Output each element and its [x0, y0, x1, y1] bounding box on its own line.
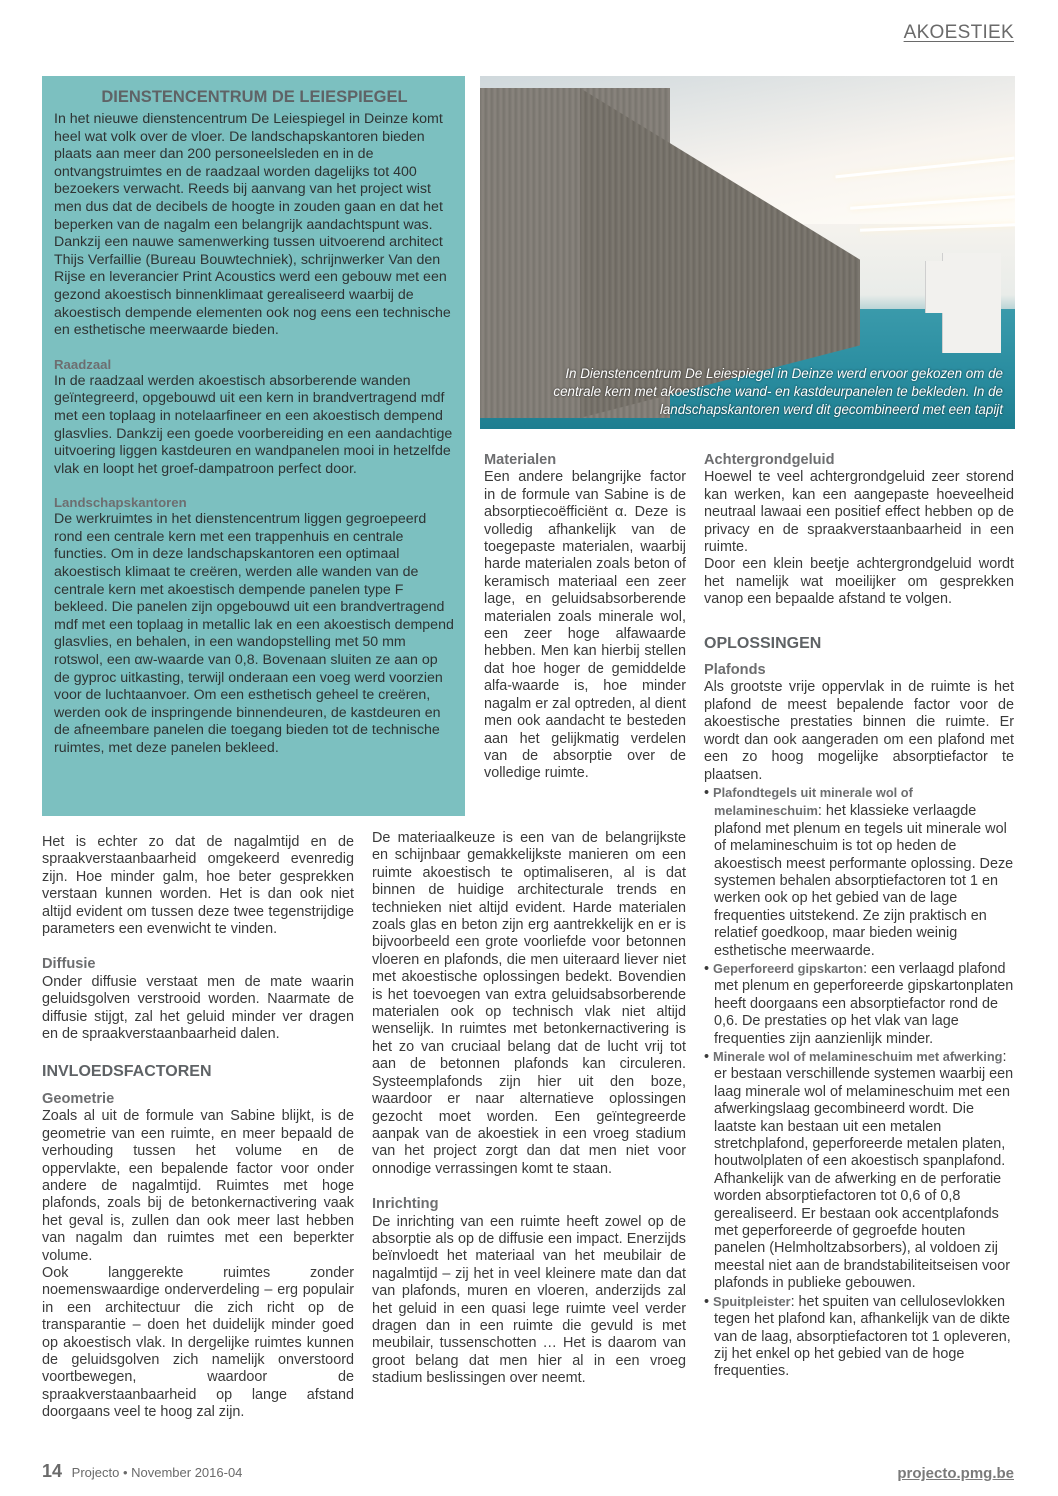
materialen-heading: Materialen	[484, 452, 557, 468]
achtergrond-text: Hoewel te veel achtergrondgeluid zeer storend kan werken, kan een aangepaste hoeveelheid neutraal lawaai een positief effect hebben op de privacy en de spraakverstaanbaarheid in een ruimte.	[704, 469, 1014, 556]
invloed-heading: INVLOEDSFACTOREN	[42, 1063, 212, 1081]
bullet-text: : er bestaan verschillende systemen waarbij een laag minerale wol of melamineschuim met een afwerkingslaag gecombineerd wordt. Die laatste kan bestaan uit een metalen stretchplafond, geperforeerde metalen platen, houtwolplaten of een akoestisch spanplafond. Afhankelijk van de afwerking en de perforatie worden absorptiefactoren tot 0,6 of 0,8 gerealiseerd. Er bestaan ook accentplafonds met geperforeerde of gegroefde houten panelen (Helmholtzabsorbers), al voldoen zij meestal niet aan de brandstabiliteitseisen voor plafonds in publieke gebouwen.	[714, 1049, 1014, 1292]
bullet-text: : een verlaagd plafond met plenum en geperforeerde gipskartonplaten heeft doorgaans een absorptiefactor rond de 0,6. De prestaties op het vlak van lage frequenties zijn aanzienlijk minder.	[714, 960, 1014, 1047]
bullet-term: Plafondtegels uit minerale wol of melamineschuim	[713, 784, 913, 819]
geometrie-text-2: Ook langgerekte ruimtes zonder noemenswaardige onderverdeling – erg populair in een architectuur die zich richt op de transparantie – doen het duidelijk minder goed op akoestisch vlak. In dergelijke ruimtes kunnen de geluidsgolven zich namelijk onverstoord voortbewegen, waardoor de spraakverstaanbaarheid op lange afstand doorgaans veel te hoog zal zijn.	[42, 1264, 354, 1421]
bullet-item: • Spuitpleister: het spuiten van cellulosevlokken tegen het plafond kan, afhankelijk van de dikte van de laag, absorptiefactoren tot 1 opleveren, zij het enkel op het gebied van de hoge frequenties.	[704, 1293, 1011, 1380]
achtergrond-text-2: Door een klein beetje achtergrondgeluid wordt het namelijk wat moeilijker om gesprekken vanop een bepaalde afstand te volgen.	[704, 556, 1014, 608]
photo-cabinet	[925, 261, 944, 313]
bullet-item: • Geperforeerd gipskarton: een verlaagd plafond met plenum en geperforeerde gipskartonplaten heeft doorgaans een absorptiefactor rond de 0,6. De prestaties op het vlak van lage frequenties zijn aanzienlijk minder.	[704, 960, 1014, 1047]
publication-info: Projecto • November 2016-04	[71, 1465, 243, 1480]
column-1	[42, 834, 354, 1422]
photo-caption: In Dienstencentrum De Leiespiegel in Deinze werd ervoor gekozen om de centrale kern met akoestische wand- en kastdeurpanelen te bekleden. In de landschapskantoren werd dit gecombineerd met een tapijt	[553, 366, 1003, 417]
inrichting-heading: Inrichting	[372, 1196, 439, 1213]
landschap-heading: Landschapskantoren	[54, 495, 187, 511]
materialen-text: Een andere belangrijke factor in de formule van Sabine is de absorptiecoëfficiënt α. Deze is volledig afhankelijk van de toegepaste materialen, waarbij harde materialen zoals beton of keramisch materiaal een zeer lage, en geluidsabsorberende materialen zoals minerale wol, een zeer hoge alfawaarde hebben. Men kan hierbij stellen dat hoe hoger de gemiddelde alfa-waarde is, hoe minder nagalm er zal optreden, al dient men ook aandacht te besteden aan het gelijkmatig verdelen van de absorptie over de volledige ruimte.	[484, 469, 686, 782]
bullet-term: Spuitpleister	[713, 1293, 791, 1309]
box-intro: In het nieuwe dienstencentrum De Leiespiegel in Deinze komt heel wat volk over de vloer. De landschapskantoren bieden plaats aan meer dan 200 personeelsleden en in de ontvangstruimtes en de raadzaal worden dagelijks tot 400 bezoekers verwacht. Reeds bij aanvang van het project wist men dus dat de decibels de hoogte in zouden gaan en dat het beperken van de nagalm een belangrijk aandachtspunt was. Dankzij een nauwe samenwerking tussen uitvoerend architect Thijs Verfaillie (Bureau Bouwtechniek), schrijnwerker Van den Rijse en leverancier Print Acoustics werd een gebouw met een gezond akoestisch binnenklimaat gerealiseerd waarbij de akoestisch dempende elementen ook nog eens een technische en esthetische meerwaarde bieden.	[54, 111, 451, 339]
raadzaal-text: In de raadzaal werden akoestisch absorberende wanden geïntegreerd, opgebouwd uit een kern in brandvertragend mdf met een toplaag in notelaarfineer en een akoestisch dempend glasvlies. Dankzij een goede voorbereiding en een aandachtige uitvoering liggen kastdeuren en wandpanelen mooi in hetzelfde vlak en loopt het groef-dampatroon perfect door.	[54, 372, 453, 477]
plafonds-heading: Plafonds	[704, 662, 766, 679]
oplossingen-heading: OPLOSSINGEN	[704, 634, 822, 652]
diffusie-heading: Diffusie	[42, 956, 96, 973]
bullet-text: : het klassieke verlaagde plafond met plenum en tegels uit minerale wol of melamineschuim is tot op heden de akoestisch meest performante oplossing. Deze systemen behalen absorptiefactoren tot 1 en werken ook op het gebied van de lage frequenties uitstekend. Ze zijn praktisch en relatief goedkoop, maar bieden weinig esthetische meerwaarde.	[714, 803, 1014, 959]
achtergrond-heading: Achtergrondgeluid	[704, 452, 835, 468]
footer-left	[42, 1461, 242, 1482]
plafonds-text: Als grootste vrije oppervlak in de ruimte is het plafond de meest bepalende factor voor de akoestische prestaties binnen die ruimte. Er wordt dan ook aangeraden om een plafond met een zo hoog mogelijke absorptiefactor te plaatsen.	[704, 679, 1014, 783]
column-2-narrow	[484, 452, 686, 783]
bullet-term: Minerale wol of melamineschuim met afwerking	[713, 1049, 1003, 1064]
sidebar-box	[42, 76, 465, 816]
photo-light	[860, 223, 1015, 231]
geometrie-heading: Geometrie	[42, 1090, 115, 1107]
bullet-item: • Minerale wol of melamineschuim met afwerking: er bestaan verschillende systemen waarbij een laag minerale wol of melamineschuim met een afwerkingslaag gecombineerd wordt. Die laatste kan bestaan uit een metalen stretchplafond, geperforeerde metalen platen, houtwolplaten of een akoestisch spanplafond. Afhankelijk van de afwerking en de perforatie worden absorptiefactoren tot 0,6 of 0,8 gerealiseerd. Er bestaan ook accentplafonds met geperforeerde of gegroefde houten panelen (Helmholtzabsorbers), al voldoen zij meestal niet aan de brandstabiliteitseisen voor plafonds in publieke gebouwen.	[704, 1049, 1014, 1292]
page-number: 14	[42, 1461, 63, 1481]
materiaal-text-2: De materiaalkeuze is een van de belangrijkste en schijnbaar gemakkelijkste manieren om een ruimte akoestisch te optimaliseren, al is dat binnen de huidige architecturale trends en technieken niet altijd evident. Harde materialen zoals glas en beton zijn erg aantrekkelijk en er is bijvoorbeeld een grote voorliefde voor betonnen vloeren en plafonds, die men uiteraard liever niet met akoestische oplossingen bedekt. Bovendien is het toevoegen van extra geluidsabsorberende materialen ook op technisch vlak niet altijd wenselijk. In ruimtes met betonkernactivering is het zo van cruciaal belang dat de lucht vrij tot aan de betonnen plafonds kan circuleren. Systeemplafonds zijn hier uit den boze, waardoor er naar alternatieve oplossingen gezocht moet worden. Een geïntegreerde aanpak van de akoestiek in een vroeg stadium van het project zorgt dan dat men niet voor onnodige verrassingen komt te staan.	[372, 830, 686, 1177]
raadzaal-heading: Raadzaal	[54, 356, 112, 372]
inrichting-text: De inrichting van een ruimte heeft zowel op de absorptie als op de diffusie een impact. Enerzijds beïnvloedt het materiaal van het meubilair de nagalmtijd – zij het in veel kleinere mate dan dat van plafonds, muren en vloeren, anderzijds zal het geluid in een quasi lege ruimte veel verder dragen dan in een ruimte die gevuld is met meubilair, tussenschotten … Het is daarom van groot belang dat men hier al in een vroeg stadium beslissingen over neemt.	[372, 1213, 686, 1387]
section-label: AKOESTIEK	[903, 22, 1014, 43]
bullet-item: • Plafondtegels uit minerale wol of melamineschuim: het klassieke verlaagde plafond met plenum en tegels uit minerale wol of melamineschuim is tot op heden de akoestisch meest performante oplossing. Deze systemen behalen absorptiefactoren tot 1 en werken ook op het gebied van de lage frequenties uitstekend. Ze zijn praktisch en relatief goedkoop, maar bieden weinig esthetische meerwaarde.	[704, 784, 1014, 959]
bullet-text: : het spuiten van cellulosevlokken tegen het plafond kan, afhankelijk van de dikte van de laag, absorptiefactoren tot 1 opleveren, zij het enkel op het gebied van de hoge frequenties.	[714, 1293, 1011, 1380]
column-3	[704, 452, 1014, 1381]
box-title: DIENSTENCENTRUM DE LEIESPIEGEL	[101, 88, 408, 106]
column-2	[372, 830, 686, 1388]
website-link[interactable]: projecto.pmg.be	[897, 1465, 1014, 1482]
bullet-term: Geperforeerd gipskarton	[713, 960, 864, 976]
col1-intro: Het is echter zo dat de nagalmtijd en de spraakverstaanbaarheid omgekeerd evenredig zijn. Hoe minder galm, hoe beter gesprekken verstaan kunnen worden. Het is dan ook niet altijd evident om tussen deze twee tegenstrijdige parameters een evenwicht te vinden.	[42, 834, 354, 938]
geometrie-text: Zoals al uit de formule van Sabine blijkt, is de geometrie van een ruimte, en meer bepaald de verhouding tussen het volume en de oppervlakte, een bepalende factor voor onder andere de nagalmtijd. Ruimtes met hoge plafonds, zoals bij de betonkernactivering vaak het geval is, zullen dan ook meer last hebben van nagalm dan ruimtes met een beperkter volume.	[42, 1108, 354, 1264]
diffusie-text: Onder diffusie verstaat men de mate waarin geluidsgolven verstrooid worden. Naarmate de diffusie stijgt, zal het geluid minder ver dragen en de spraakverstaanbaarheid dalen.	[42, 973, 354, 1043]
landschap-text: De werkruimtes in het dienstencentrum liggen gegroepeerd rond een centrale kern met een trappenhuis en centrale functies. Om in deze landschapskantoren een optimaal akoestisch klimaat te creëren, werden alle wanden van de centrale kern met akoestisch dempende panelen type F bekleed. Die panelen zijn opgebouwd uit een brandvertragend mdf met een toplaag in metallic lak en een akoestisch dempend glasvlies, en behalen, in een wandopstelling met 50 mm rotswol, een αw-waarde van 0,8. Bovenaan sluiten ze aan op de gyproc uitkasting, terwijl onderaan een voeg werd voorzien voor de luchtaanvoer. Om een esthetisch geheel te creëren, werden ook de inspringende binnendeuren, de kastdeuren en de afneembare panelen die toegang bieden tot de technische ruimtes, met deze panelen bekleed.	[54, 511, 454, 756]
photo-cabinet	[942, 253, 1001, 353]
office-photo	[480, 76, 1015, 429]
